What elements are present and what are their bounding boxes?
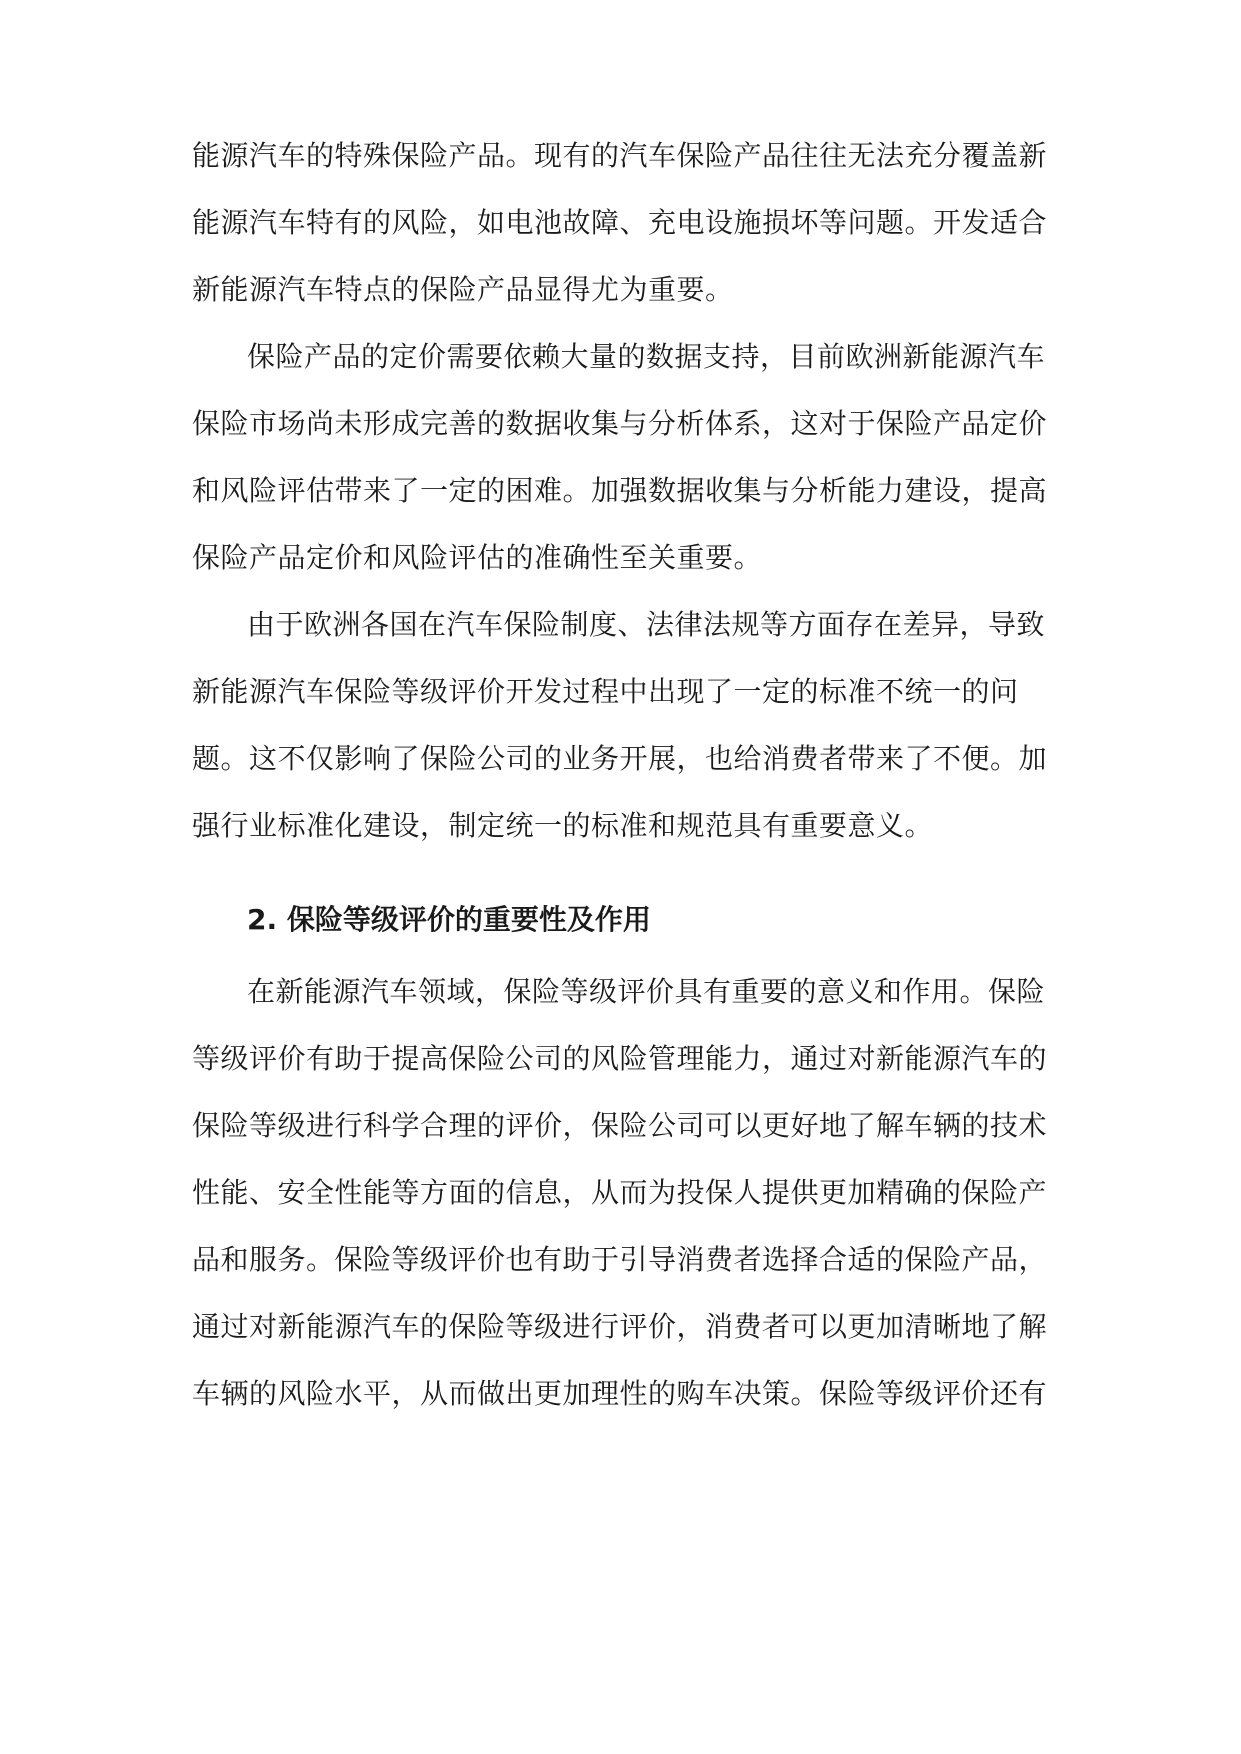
paragraph-2-line-2: 保险市场尚未形成完善的数据收集与分析体系，这对于保险产品定价 [192, 407, 1048, 440]
section-heading: 2. 保险等级评价的重要性及作用 [247, 903, 651, 936]
section-paragraph-line-3: 保险等级进行科学合理的评价，保险公司可以更好地了解车辆的技术 [192, 1109, 1048, 1142]
paragraph-3-line-4: 强行业标准化建设，制定统一的标准和规范具有重要意义。 [192, 809, 934, 842]
paragraph-1-line-2: 能源汽车特有的风险，如电池故障、充电设施损坏等问题。开发适合 [192, 206, 1048, 239]
paragraph-3-line-3: 题。这不仅影响了保险公司的业务开展，也给消费者带来了不便。加 [192, 742, 1048, 775]
paragraph-1-line-3: 新能源汽车特点的保险产品显得尤为重要。 [192, 273, 734, 306]
paragraph-1-line-1: 能源汽车的特殊保险产品。现有的汽车保险产品往往无法充分覆盖新 [192, 139, 1048, 172]
paragraph-2-line-4: 保险产品定价和风险评估的准确性至关重要。 [192, 541, 763, 574]
paragraph-2-line-1: 保险产品的定价需要依赖大量的数据支持，目前欧洲新能源汽车 [247, 340, 1046, 373]
section-paragraph-line-5: 品和服务。保险等级评价也有助于引导消费者选择合适的保险产品， [192, 1243, 1048, 1276]
paragraph-3-line-1: 由于欧洲各国在汽车保险制度、法律法规等方面存在差异，导致 [247, 608, 1046, 641]
section-paragraph-line-6: 通过对新能源汽车的保险等级进行评价，消费者可以更加清晰地了解 [192, 1310, 1048, 1343]
section-paragraph-line-7: 车辆的风险水平，从而做出更加理性的购车决策。保险等级评价还有 [192, 1377, 1048, 1410]
paragraph-3-line-2: 新能源汽车保险等级评价开发过程中出现了一定的标准不统一的问 [192, 675, 1019, 708]
section-paragraph-line-2: 等级评价有助于提高保险公司的风险管理能力，通过对新能源汽车的 [192, 1042, 1048, 1075]
section-paragraph-line-1: 在新能源汽车领域，保险等级评价具有重要的意义和作用。保险 [247, 975, 1046, 1008]
section-paragraph-line-4: 性能、安全性能等方面的信息，从而为投保人提供更加精确的保险产 [192, 1176, 1048, 1209]
paragraph-2-line-3: 和风险评估带来了一定的困难。加强数据收集与分析能力建设，提高 [192, 474, 1048, 507]
